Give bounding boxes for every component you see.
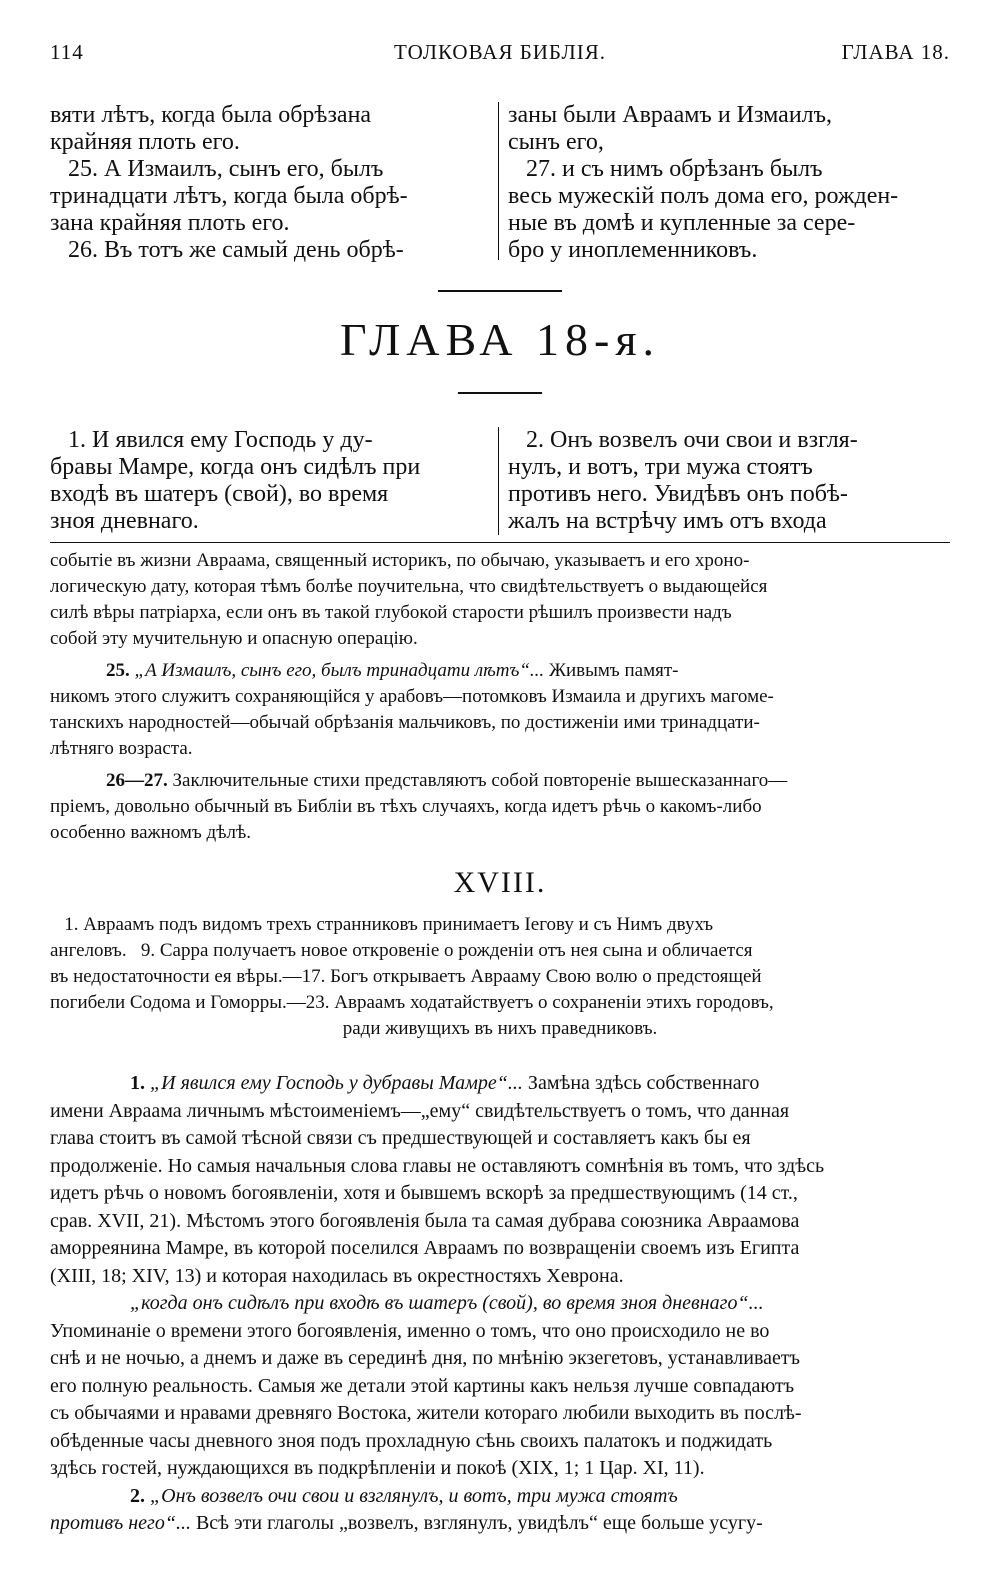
top-verse-columns	[50, 102, 950, 263]
verse-line: заны были Авраамъ и Измаилъ,	[508, 102, 833, 128]
verse-line: вяти лѣтъ, когда была обрѣзана	[50, 102, 372, 128]
body-line: Упоминаніе о времени этого богоявленія, именно о томъ, что оно происходило не во	[50, 1319, 770, 1342]
commentary-line: никомъ этого служитъ сохраняющійся у арабовъ—потомковъ Измаила и другихъ магоме-	[50, 686, 774, 707]
commentary-line	[50, 768, 950, 794]
right-column	[508, 102, 948, 264]
commentary-line: особенно важномъ дѣлѣ.	[50, 822, 252, 843]
ornament-rule-top	[438, 290, 562, 292]
verse-line: 1. И явился ему Господь у ду-	[50, 427, 373, 453]
column-divider	[498, 427, 499, 535]
summary-line: ради живущихъ въ нихъ праведниковъ.	[342, 1018, 658, 1039]
commentary-divider	[50, 542, 950, 543]
verse-line: 26. Въ тотъ же самый день обрѣ-	[50, 237, 404, 263]
chapter-verse-columns	[50, 427, 950, 535]
commentary-line: силѣ вѣры патріарха, если онъ въ такой глубокой старости рѣшилъ произвести надъ	[50, 602, 732, 623]
verse-line: бро у иноплеменниковъ.	[508, 237, 758, 263]
verse-line: 25. А Измаилъ, сынъ его, былъ	[50, 156, 384, 182]
chapter-summary	[50, 912, 950, 1042]
body-line	[50, 1510, 950, 1538]
verse-line: противъ него. Увидѣвъ онъ побѣ-	[508, 481, 848, 507]
commentary-text: Живымъ памят-	[544, 660, 679, 681]
verse-line: ные въ домѣ и купленные за сере-	[508, 210, 856, 236]
commentary-line: пріемъ, довольно обычный въ Библіи въ тѣхъ случаяхъ, когда идетъ рѣчь о какомъ-либо	[50, 796, 762, 817]
verse-number: 2.	[130, 1484, 145, 1507]
body-line: продолженіе. Но самыя начальныя слова главы не оставляютъ сомнѣнія въ томъ, что здѣсь	[50, 1154, 825, 1177]
summary-line: 1. Авраамъ подъ видомъ трехъ странниковъ принимаетъ Іегову и съ Нимъ двухъ	[50, 914, 714, 935]
verse-line: входѣ въ шатеръ (свой), во время	[50, 481, 389, 507]
commentary-line: танскихъ народностей—обычай обрѣзанія мальчиковъ, по достиженіи ими тринадцати-	[50, 712, 760, 733]
body-line: обѣденные часы дневного зноя подъ прохладную сѣнь своихъ палатокъ и поджидать	[50, 1429, 773, 1452]
body-line: (XIII, 18; XIV, 13) и которая находилась въ окрестностяхъ Хеврона.	[50, 1264, 624, 1287]
page-number: 114	[50, 40, 84, 64]
column-divider	[498, 102, 499, 260]
summary-line: погибели Содома и Гоморры.—23. Авраамъ ходатайствуетъ о сохраненіи этихъ городовъ,	[50, 992, 774, 1013]
verse-commentary	[50, 1070, 950, 1538]
section-numeral: XVIII.	[453, 866, 547, 899]
verse-line: 27. и съ нимъ обрѣзанъ былъ	[508, 156, 823, 182]
chapter-heading: ГЛАВА 18-я.	[339, 314, 661, 365]
verse-line: нулъ, и вотъ, три мужа стоятъ	[508, 454, 813, 480]
body-line: аморреянина Мамре, въ которой поселился Авраамъ по возвращеніи своемъ изъ Египта	[50, 1237, 800, 1259]
commentary-line: собой эту мучительную и опасную операцію.	[50, 628, 418, 649]
verse-number: 26—27.	[106, 770, 168, 791]
verse-quote: „Онъ возвелъ очи свои и взглянулъ, и вотъ, три мужа стоятъ	[150, 1484, 678, 1507]
running-header	[50, 40, 950, 70]
chapter-label: ГЛАВА 18.	[841, 40, 950, 64]
verse-line: крайняя плоть его.	[50, 129, 240, 155]
left-column	[50, 427, 490, 535]
body-line: срав. XVII, 21). Мѣстомъ этого богоявленія была та самая дубрава союзника Авраамова	[50, 1209, 800, 1232]
body-line: „когда онъ сидѣлъ при входѣ въ шатеръ (свой), во время зноя дневнаго“...	[130, 1292, 764, 1314]
commentary-line: событіе въ жизни Авраама, священный историкъ, по обычаю, указываетъ и его хроно-	[50, 550, 750, 571]
body-line: имени Авраама личнымъ мѣстоименіемъ—„ему“ свидѣтельствуетъ о томъ, что данная	[50, 1099, 790, 1122]
commentary	[50, 548, 950, 846]
body-text: Замѣна здѣсь собственнаго	[522, 1072, 760, 1094]
summary-line: ангеловъ. 9. Сарра получаетъ новое откровеніе о рожденіи отъ нея сына и обличается	[50, 940, 753, 961]
verse-line: бравы Мамре, когда онъ сидѣлъ при	[50, 454, 421, 480]
book-title: ТОЛКОВАЯ БИБЛІЯ.	[394, 40, 606, 64]
verse-line: весь мужескій полъ дома его, рожден-	[508, 183, 899, 209]
verse-line: зана крайняя плоть его.	[50, 210, 290, 236]
right-column	[508, 427, 948, 535]
ornament-rule-bottom	[458, 392, 542, 394]
body-line	[50, 1070, 950, 1098]
body-line: идетъ рѣчь о новомъ богоявленіи, хотя и бывшемъ вскорѣ за предшествующимъ (14 ст.,	[50, 1182, 798, 1204]
commentary-line: лѣтняго возраста.	[50, 738, 193, 759]
verse-line: зноя дневнаго.	[50, 508, 199, 534]
body-line	[50, 1483, 950, 1511]
left-column	[50, 102, 490, 264]
body-line: его полную реальность. Самыя же детали этой картины какъ нельзя лучше совпадаютъ	[50, 1374, 795, 1397]
verse-number: 25.	[106, 660, 130, 681]
commentary-text: Заключительные стихи представляютъ собой повтореніе вышесказаннаго—	[167, 770, 788, 791]
commentary-line: логическую дату, которая тѣмъ болѣе поучительна, что свидѣтельствуетъ о выдающейся	[50, 576, 768, 597]
verse-line: жалъ на встрѣчу имъ отъ входа	[508, 508, 827, 534]
verse-quote: „А Измаилъ, сынъ его, былъ тринадцати лѣтъ“...	[134, 660, 545, 681]
verse-line: сынъ его,	[508, 129, 604, 155]
summary-line: въ недостаточности ея вѣры.—17. Богъ открываетъ Аврааму Свою волю о предстоящей	[50, 966, 762, 987]
body-line: снѣ и не ночью, а днемъ и даже въ серединѣ дня, по мнѣнію экзегетовъ, устанавливаетъ	[50, 1347, 800, 1369]
verse-quote: „И явился ему Господь у дубравы Мамре“...	[150, 1072, 523, 1094]
body-line: съ обычаями и нравами древняго Востока, жители котораго любили выходить въ послѣ-	[50, 1402, 802, 1424]
body-line: здѣсь гостей, нуждающихся въ подкрѣпленіи и покоѣ (XIX, 1; 1 Цар. XI, 11).	[50, 1457, 705, 1479]
body-text: Всѣ эти глаголы „возвелъ, взглянулъ, увидѣлъ“ еще больше усугу-	[190, 1512, 763, 1534]
body-line: глава стоитъ въ самой тѣсной связи съ предшествующей и составляетъ какъ бы ея	[50, 1127, 751, 1149]
commentary-line	[50, 658, 950, 684]
verse-line: 2. Онъ возвелъ очи свои и взгля-	[508, 427, 858, 453]
verse-quote: противъ него“...	[50, 1512, 191, 1534]
verse-line: тринадцати лѣтъ, когда была обрѣ-	[50, 183, 408, 209]
verse-number: 1.	[130, 1072, 145, 1094]
